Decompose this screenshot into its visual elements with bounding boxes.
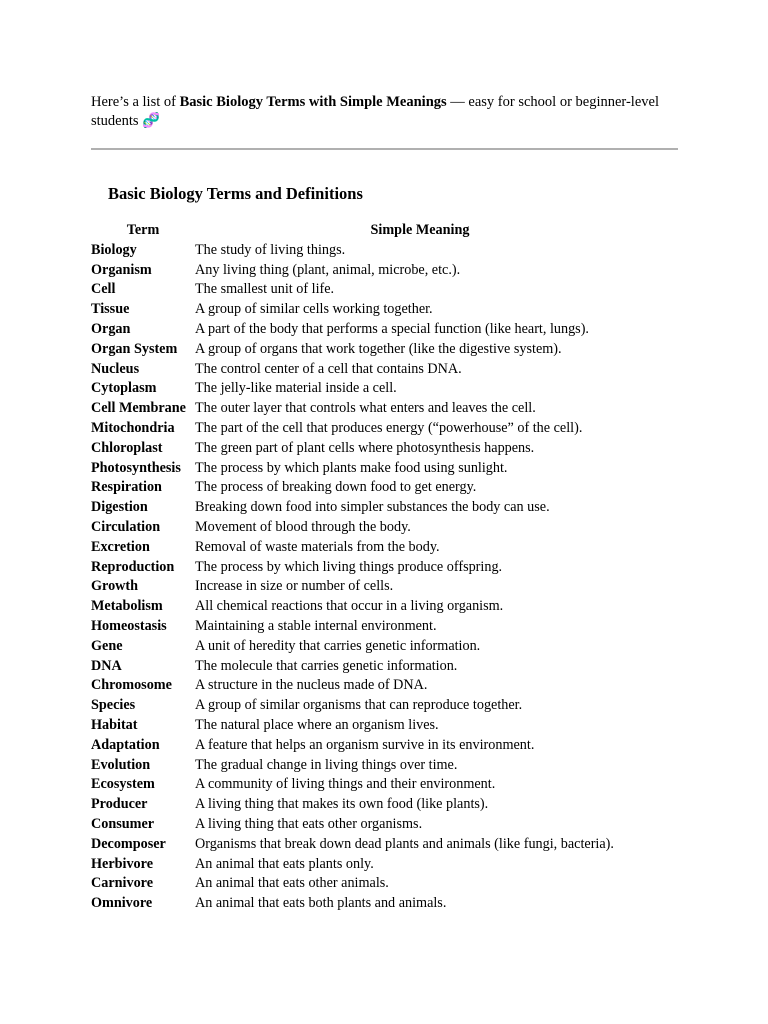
term-cell: Habitat <box>91 716 138 733</box>
table-row <box>91 874 645 894</box>
table-row <box>91 736 645 756</box>
dna-emoji-icon: 🧬 <box>142 113 161 129</box>
table-row <box>91 538 645 558</box>
meaning-cell: The smallest unit of life. <box>195 281 335 298</box>
term-cell: Growth <box>91 578 139 595</box>
term-cell: Organ System <box>91 340 178 357</box>
table-row <box>91 360 645 380</box>
meaning-cell: The jelly-like material inside a cell. <box>195 380 397 397</box>
term-cell: Circulation <box>91 518 161 535</box>
table-row <box>91 815 645 835</box>
table-header-row <box>91 221 645 241</box>
term-cell: Cell <box>91 281 116 298</box>
table-row <box>91 459 645 479</box>
section-heading: Basic Biology Terms and Definitions <box>108 184 363 203</box>
term-cell: Evolution <box>91 756 151 773</box>
term-cell: Carnivore <box>91 875 153 892</box>
term-cell: Cell Membrane <box>91 400 186 417</box>
table-row <box>91 617 645 637</box>
meaning-cell: An animal that eats plants only. <box>195 855 374 872</box>
meaning-cell: The part of the cell that produces energy (“powerhouse” of the cell). <box>195 419 583 436</box>
meaning-cell: A group of organs that work together (like the digestive system). <box>195 340 562 357</box>
meaning-cell: The outer layer that controls what enters and leaves the cell. <box>195 400 536 417</box>
meaning-cell: All chemical reactions that occur in a living organism. <box>195 598 504 615</box>
meaning-cell: An animal that eats both plants and animals. <box>195 895 447 912</box>
meaning-cell: A community of living things and their environment. <box>195 776 496 793</box>
intro-paragraph <box>91 93 671 131</box>
table-row <box>91 696 645 716</box>
meaning-cell: Movement of blood through the body. <box>195 518 411 535</box>
document-page <box>91 93 678 914</box>
term-cell: DNA <box>91 657 122 674</box>
term-cell: Reproduction <box>91 558 175 575</box>
terms-table <box>91 221 645 914</box>
term-cell: Nucleus <box>91 360 140 377</box>
table-row <box>91 657 645 677</box>
header-term: Term <box>126 222 160 238</box>
term-cell: Cytoplasm <box>91 380 157 397</box>
terms-table-body <box>91 241 645 914</box>
meaning-cell: A part of the body that performs a special function (like heart, lungs). <box>195 320 589 337</box>
table-row <box>91 795 645 815</box>
term-cell: Tissue <box>91 301 130 318</box>
table-row <box>91 894 645 914</box>
term-cell: Chloroplast <box>91 439 163 456</box>
table-row <box>91 558 645 578</box>
term-cell: Photosynthesis <box>91 459 181 476</box>
table-row <box>91 498 645 518</box>
meaning-cell: A unit of heredity that carries genetic information. <box>195 637 481 654</box>
table-row <box>91 478 645 498</box>
term-cell: Respiration <box>91 479 162 496</box>
meaning-cell: The gradual change in living things over time. <box>195 756 458 773</box>
term-cell: Chromosome <box>91 677 172 694</box>
term-cell: Adaptation <box>91 736 160 753</box>
meaning-cell: Maintaining a stable internal environment. <box>195 617 437 634</box>
term-cell: Producer <box>91 796 148 813</box>
meaning-cell: The process by which plants make food using sunlight. <box>195 459 508 476</box>
table-row <box>91 756 645 776</box>
term-cell: Metabolism <box>91 598 163 615</box>
term-cell: Herbivore <box>91 855 153 872</box>
meaning-cell: The control center of a cell that contains DNA. <box>195 360 462 377</box>
table-row <box>91 261 645 281</box>
table-row <box>91 775 645 795</box>
table-row <box>91 676 645 696</box>
term-cell: Biology <box>91 241 137 258</box>
meaning-cell: A group of similar organisms that can reproduce together. <box>195 697 523 714</box>
term-cell: Organ <box>91 320 131 337</box>
table-row <box>91 597 645 617</box>
intro-bold-title: Basic Biology Terms with Simple Meanings <box>179 94 447 110</box>
meaning-cell: Increase in size or number of cells. <box>195 578 394 595</box>
meaning-cell: The molecule that carries genetic information. <box>195 657 458 674</box>
term-cell: Species <box>91 697 136 714</box>
header-meaning: Simple Meaning <box>370 222 470 238</box>
meaning-cell: A living thing that eats other organisms. <box>195 815 423 832</box>
term-cell: Excretion <box>91 538 150 555</box>
table-row <box>91 577 645 597</box>
meaning-cell: Organisms that break down dead plants and animals (like fungi, bacteria). <box>195 835 614 852</box>
table-row <box>91 419 645 439</box>
term-cell: Homeostasis <box>91 617 167 634</box>
meaning-cell: The green part of plant cells where photosynthesis happens. <box>195 439 535 456</box>
term-cell: Mitochondria <box>91 419 175 436</box>
table-row <box>91 379 645 399</box>
term-cell: Organism <box>91 261 152 278</box>
meaning-cell: A group of similar cells working together. <box>195 301 433 318</box>
term-cell: Consumer <box>91 815 155 832</box>
intro-suffix: — easy for school or beginner-level students <box>91 94 659 129</box>
meaning-cell: Any living thing (plant, animal, microbe, etc.). <box>195 261 461 278</box>
meaning-cell: Breaking down food into simpler substances the body can use. <box>195 499 550 516</box>
table-row <box>91 300 645 320</box>
table-row <box>91 835 645 855</box>
meaning-cell: The process by which living things produce offspring. <box>195 558 503 575</box>
table-row <box>91 439 645 459</box>
term-cell: Omnivore <box>91 895 153 912</box>
meaning-cell: A living thing that makes its own food (like plants). <box>195 796 489 813</box>
meaning-cell: A feature that helps an organism survive in its environment. <box>195 736 535 753</box>
meaning-cell: Removal of waste materials from the body. <box>195 538 440 555</box>
table-row <box>91 320 645 340</box>
meaning-cell: A structure in the nucleus made of DNA. <box>195 677 428 694</box>
table-row <box>91 241 645 261</box>
term-cell: Digestion <box>91 499 148 516</box>
table-row <box>91 399 645 419</box>
table-row <box>91 340 645 360</box>
meaning-cell: The natural place where an organism lives. <box>195 716 439 733</box>
table-row <box>91 637 645 657</box>
term-cell: Ecosystem <box>91 776 155 793</box>
term-cell: Gene <box>91 637 123 654</box>
meaning-cell: The process of breaking down food to get energy. <box>195 479 477 496</box>
table-row <box>91 280 645 300</box>
meaning-cell: An animal that eats other animals. <box>195 875 389 892</box>
table-row <box>91 855 645 875</box>
table-row <box>91 716 645 736</box>
term-cell: Decomposer <box>91 835 166 852</box>
horizontal-divider <box>91 148 678 150</box>
meaning-cell: The study of living things. <box>195 241 346 258</box>
table-row <box>91 518 645 538</box>
intro-prefix: Here’s a list of <box>91 94 180 110</box>
